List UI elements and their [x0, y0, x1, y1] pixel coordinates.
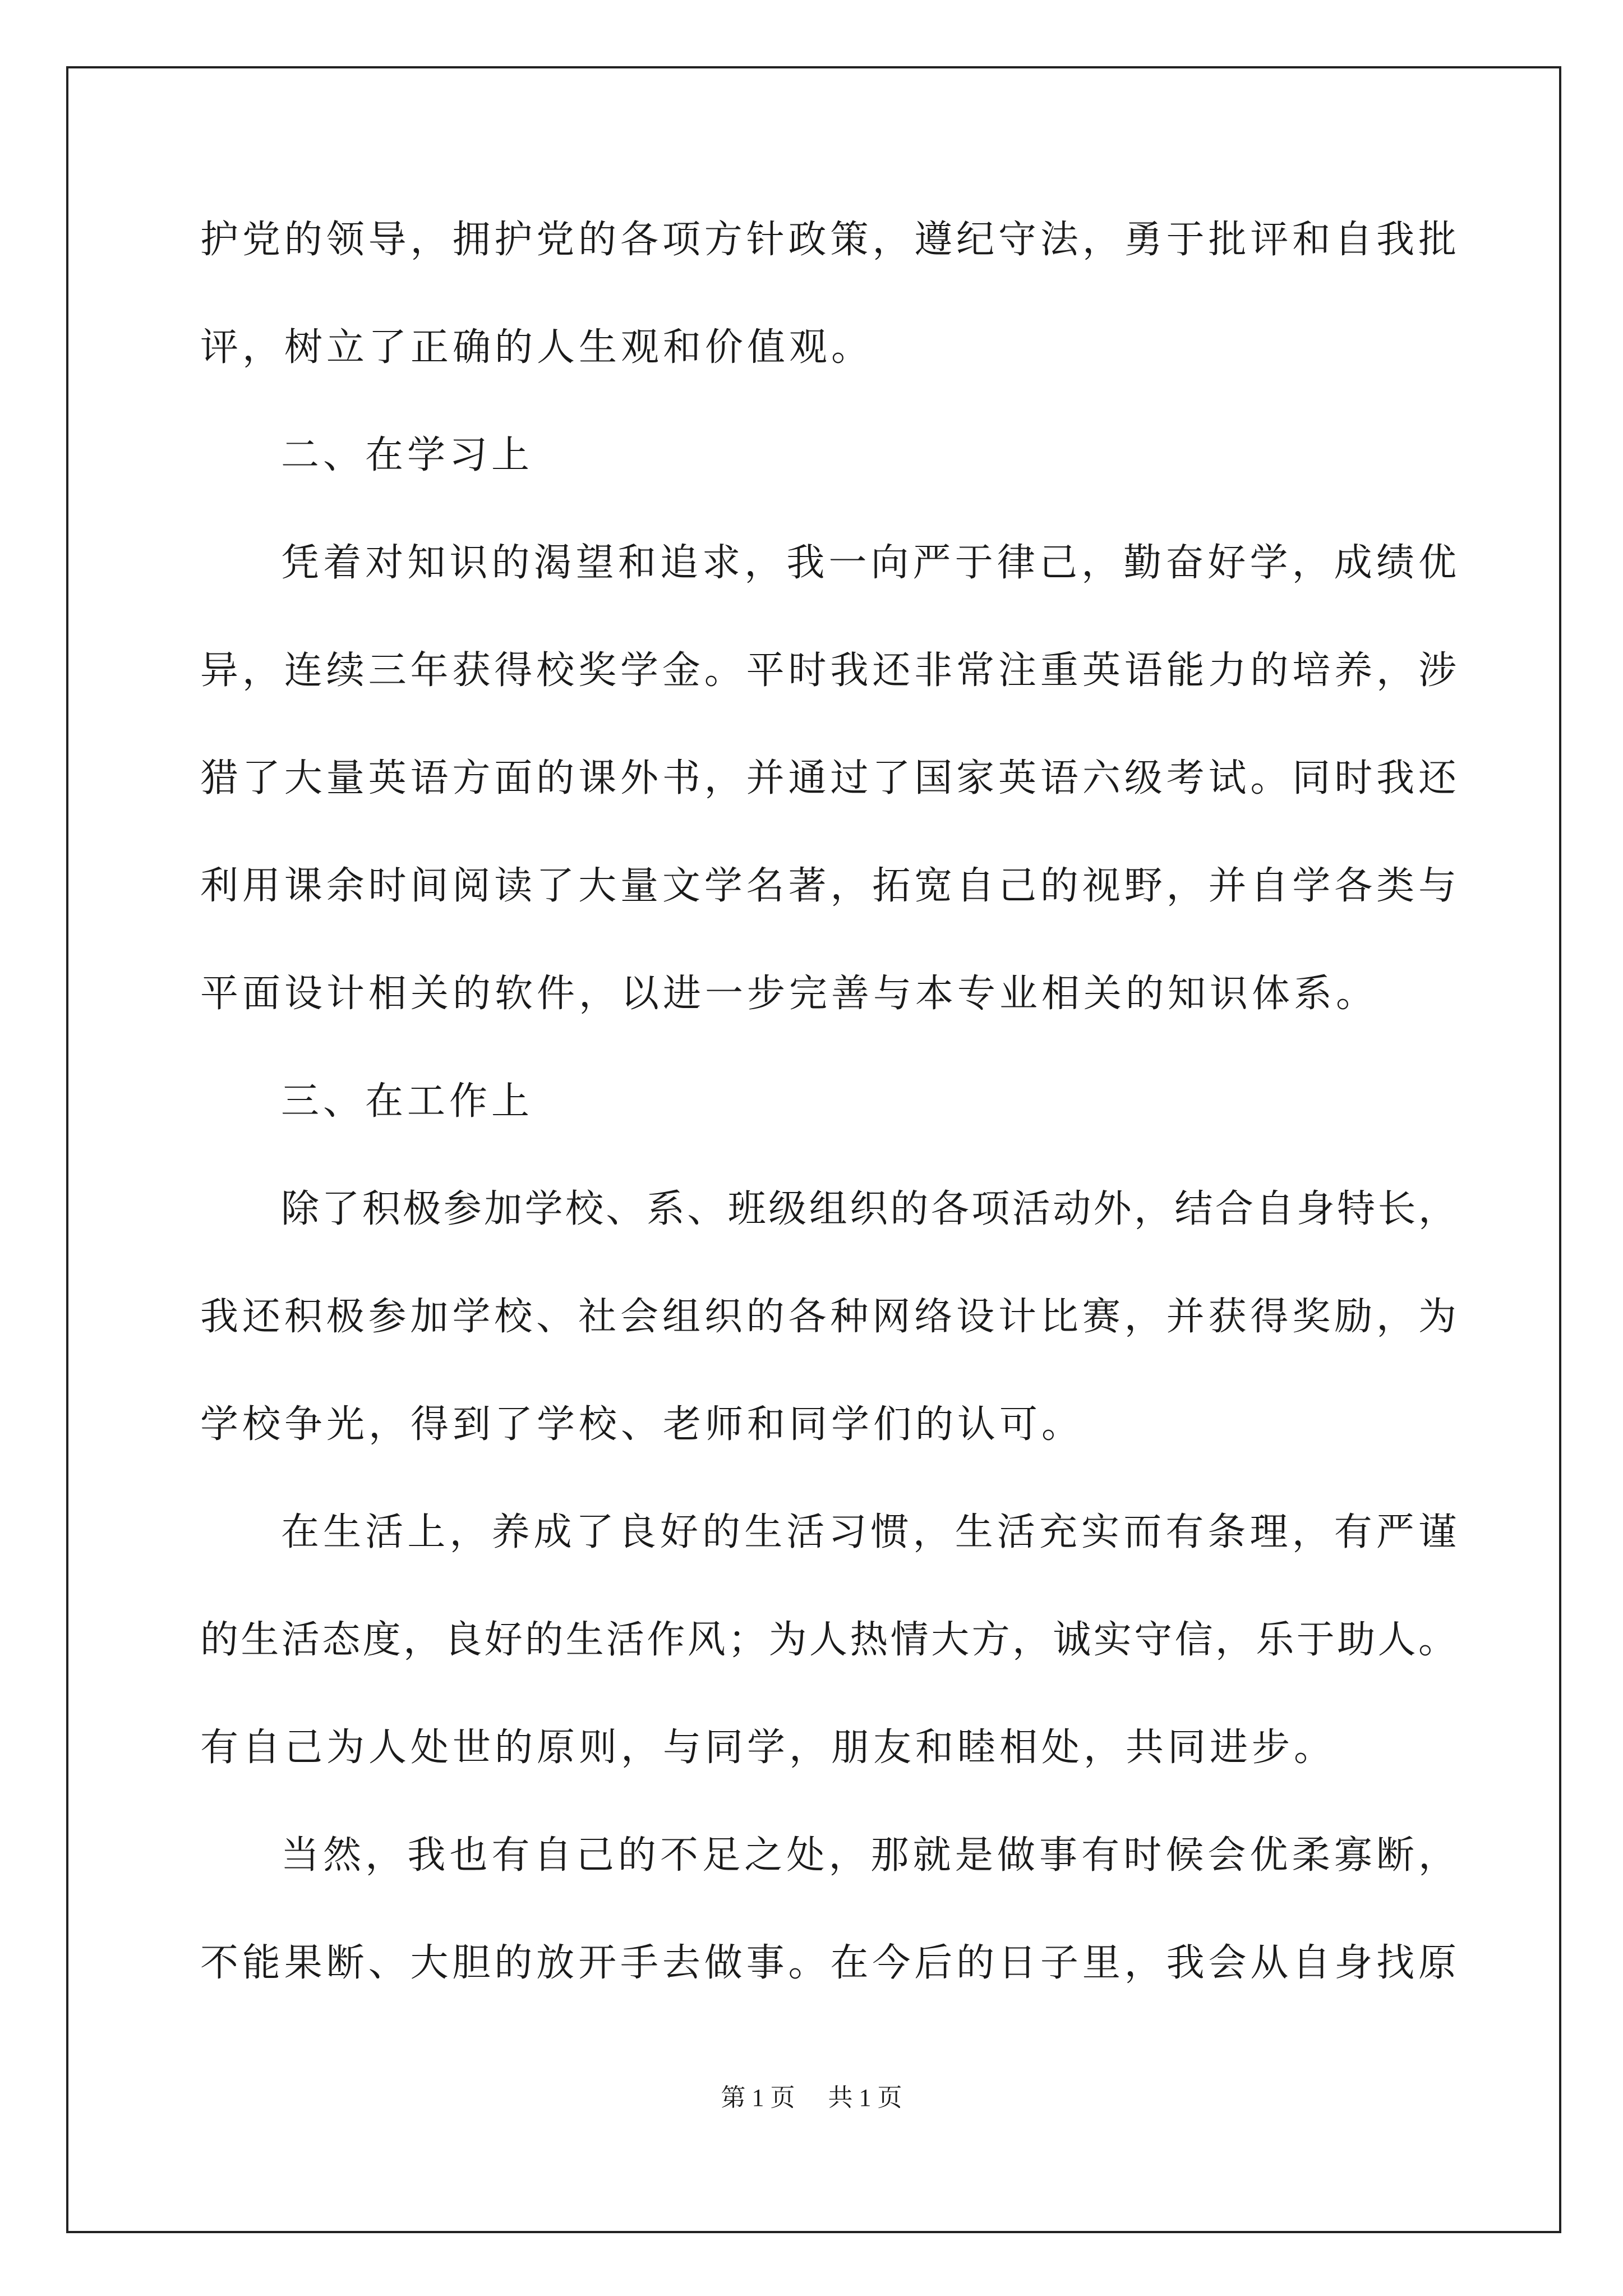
text-line: 猎了大量英语方面的课外书，并通过了国家英语六级考试。同时我还	[200, 756, 1456, 800]
text-line: 异，连续三年获得校奖学金。平时我还非常注重英语能力的培养，涉	[200, 648, 1456, 693]
text-line: 凭着对知识的渴望和追求，我一向严于律己，勤奋好学，成绩优	[281, 541, 1456, 585]
text-line: 在生活上，养成了良好的生活习惯，生活充实而有条理，有严谨	[281, 1510, 1456, 1554]
page-total: 共 1 页	[828, 2084, 902, 2111]
text-line: 评，树立了正确的人生观和价值观。	[200, 325, 874, 370]
text-line: 我还积极参加学校、社会组织的各种网络设计比赛，并获得奖励，为	[200, 1295, 1456, 1339]
text-line: 学校争光，得到了学校、老师和同学们的认可。	[200, 1402, 1084, 1447]
text-line: 平面设计相关的软件，以进一步完善与本专业相关的知识体系。	[200, 972, 1378, 1016]
text-line: 护党的领导，拥护党的各项方针政策，遵纪守法，勇于批评和自我批	[200, 218, 1456, 262]
text-line: 不能果断、大胆的放开手去做事。在今后的日子里，我会从自身找原	[200, 1941, 1456, 1985]
text-line: 利用课余时间阅读了大量文学名著，拓宽自己的视野，并自学各类与	[200, 864, 1456, 908]
page-number: 第 1 页	[721, 2084, 795, 2111]
text-line: 三、在工作上	[281, 1079, 534, 1124]
text-line: 的生活态度，良好的生活作风；为人热情大方，诚实守信，乐于助人。	[200, 1618, 1456, 1662]
text-line: 有自己为人处世的原则，与同学，朋友和睦相处，共同进步。	[200, 1726, 1336, 1770]
text-line: 二、在学习上	[281, 433, 534, 477]
text-line: 除了积极参加学校、系、班级组织的各项活动外，结合自身特长，	[281, 1187, 1456, 1231]
text-line: 当然，我也有自己的不足之处，那就是做事有时候会优柔寡断，	[281, 1833, 1456, 1878]
document-body	[200, 213, 1456, 2044]
page-footer	[0, 2081, 1623, 2115]
